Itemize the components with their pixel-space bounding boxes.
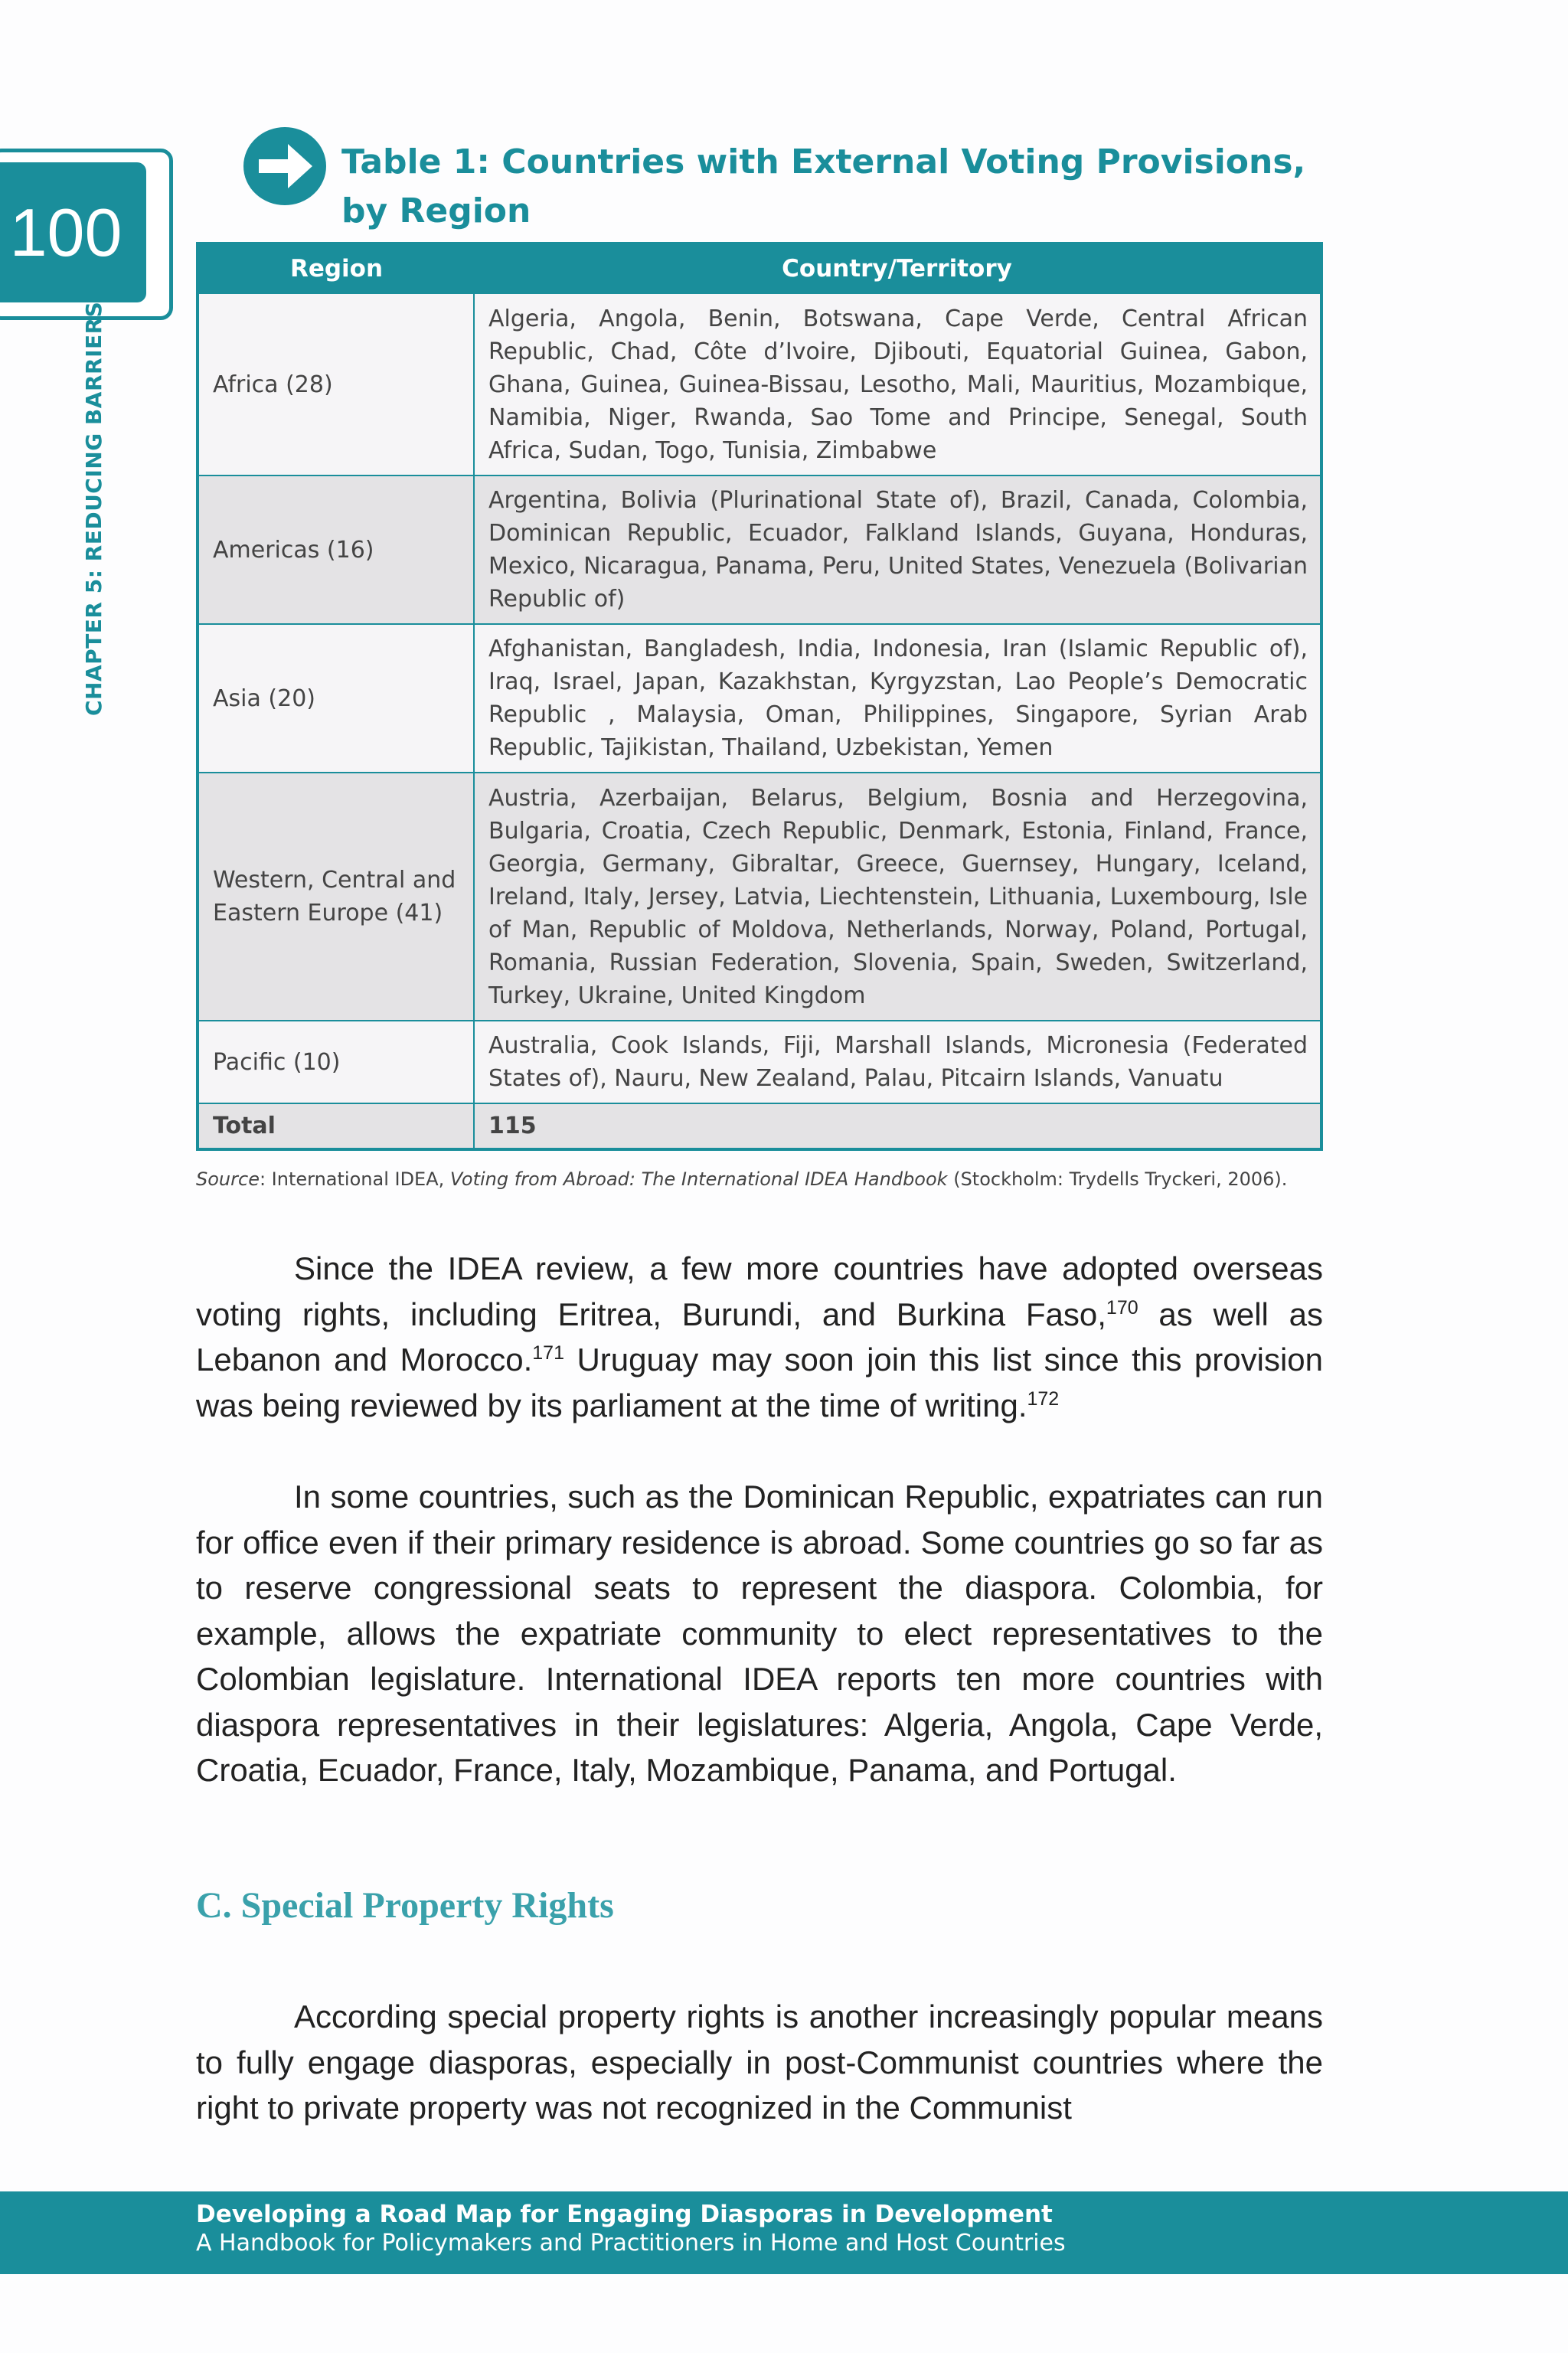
region-cell: Western, Central and Eastern Europe (41) — [198, 773, 474, 1021]
total-value: 115 — [474, 1103, 1321, 1149]
table-row — [198, 624, 1321, 773]
chapter-label: CHAPTER 5: REDUCING BARRIERS — [81, 301, 106, 716]
paragraph-text: Uruguay may soon join this list since this provision was being reviewed by its parliament at the time of writing. — [196, 1342, 1324, 1423]
table-header-row — [198, 243, 1321, 293]
body-paragraph-3: According special property rights is another increasingly popular means to fully engage diasporas, especially in post-Communist countries where the right to private property was not recognized in the Communist — [196, 1998, 1323, 2126]
source-label: Source — [196, 1168, 260, 1190]
table-row — [198, 1021, 1321, 1103]
countries-cell: Afghanistan, Bangladesh, India, Indonesia, Iran (Islamic Republic of), Iraq, Israel, Japan, Kazakhstan, Kyrgyzstan, Lao People’s Democratic Republic , Malaysia, Oman, Philippines, Singapore, Syrian Arab Republic, Tajikistan, Thailand, Uzbekistan, Yemen — [474, 624, 1321, 773]
table-total-row — [198, 1103, 1321, 1149]
countries-cell: Argentina, Bolivia (Plurinational State of), Brazil, Canada, Colombia, Dominican Republic, Ecuador, Falkland Islands, Guyana, Honduras, Mexico, Nicaragua, Panama, Peru, United States, Venezuela (Bolivarian Republic of) — [474, 476, 1321, 624]
footnote-ref: 171 — [532, 1342, 564, 1364]
region-cell: Asia (20) — [198, 624, 474, 773]
region-cell: Africa (28) — [198, 293, 474, 476]
table-row — [198, 476, 1321, 624]
region-cell: Americas (16) — [198, 476, 474, 624]
body-paragraph-2: In some countries, such as the Dominican Republic, expatriates can run for office even if their primary residence is abroad. Some countries go so far as to reserve congressional seats to represent the diaspora. Colombia, for example, allows the expatriate community to elect representatives to the Colombian legislature. International IDEA reports ten more countries with diaspora representatives in their legislatures: Algeria, Angola, Cape Verde, Croatia, Ecuador, France, Italy, Mozambique, Panama, and Portugal. — [196, 1479, 1323, 1788]
section-heading: C. Special Property Rights — [196, 1885, 614, 1926]
header-country-territory: Country/Territory — [474, 243, 1321, 293]
voting-provisions-table — [196, 242, 1323, 1151]
page-number: 100 — [0, 162, 146, 302]
header-region: Region — [198, 243, 474, 293]
paragraph-text: Since the IDEA review, a few more countries have adopted overseas voting rights, including Eritrea, Burundi, and Burkina Faso, — [196, 1250, 1323, 1332]
countries-cell: Austria, Azerbaijan, Belarus, Belgium, Bosnia and Herzegovina, Bulgaria, Croatia, Czech Republic, Denmark, Estonia, Finland, France, Georgia, Germany, Gibraltar, Greece, Guernsey, Hungary, Iceland, Ireland, Italy, Jersey, Latvia, Liechtenstein, Lithuania, Luxembourg, Isle of Man, Republic of Moldova, Netherlands, Norway, Poland, Portugal, Romania, Russian Federation, Slovenia, Spain, Sweden, Switzerland, Turkey, Ukraine, United Kingdom — [474, 773, 1321, 1021]
footer-title: Developing a Road Map for Engaging Diasporas in Development — [196, 2201, 1053, 2228]
footnote-ref: 170 — [1106, 1296, 1138, 1319]
table-source — [196, 1168, 1329, 1190]
countries-cell: Algeria, Angola, Benin, Botswana, Cape Verde, Central African Republic, Chad, Côte d’Ivoire, Djibouti, Equatorial Guinea, Gabon, Ghana, Guinea, Guinea-Bissau, Lesotho, Mali, Mauritius, Mozambique, Namibia, Niger, Rwanda, Sao Tome and Principe, Senegal, South Africa, Sudan, Togo, Tunisia, Zimbabwe — [474, 293, 1321, 476]
source-publisher: : International IDEA, — [259, 1168, 450, 1190]
page-number-badge — [0, 149, 173, 320]
region-cell: Pacific (10) — [198, 1021, 474, 1103]
source-title: Voting from Abroad: The International IDEA Handbook — [449, 1168, 948, 1190]
arrow-right-circle-icon — [242, 126, 328, 207]
table-title: Table 1: Countries with External Voting Provisions, by Region — [341, 142, 1306, 230]
footer — [0, 2191, 1568, 2274]
body-paragraph-1 — [196, 1246, 1323, 1428]
footnote-ref: 172 — [1027, 1387, 1060, 1410]
total-label: Total — [198, 1103, 474, 1149]
source-details: (Stockholm: Trydells Tryckeri, 2006). — [947, 1168, 1288, 1190]
footer-subtitle: A Handbook for Policymakers and Practitioners in Home and Host Countries — [196, 2230, 1066, 2257]
table-row — [198, 293, 1321, 476]
countries-cell: Australia, Cook Islands, Fiji, Marshall Islands, Micronesia (Federated States of), Nauru, New Zealand, Palau, Pitcairn Islands, Vanuatu — [474, 1021, 1321, 1103]
paragraph-text: as well as Lebanon and Morocco. — [196, 1296, 1324, 1377]
table-row — [198, 773, 1321, 1021]
